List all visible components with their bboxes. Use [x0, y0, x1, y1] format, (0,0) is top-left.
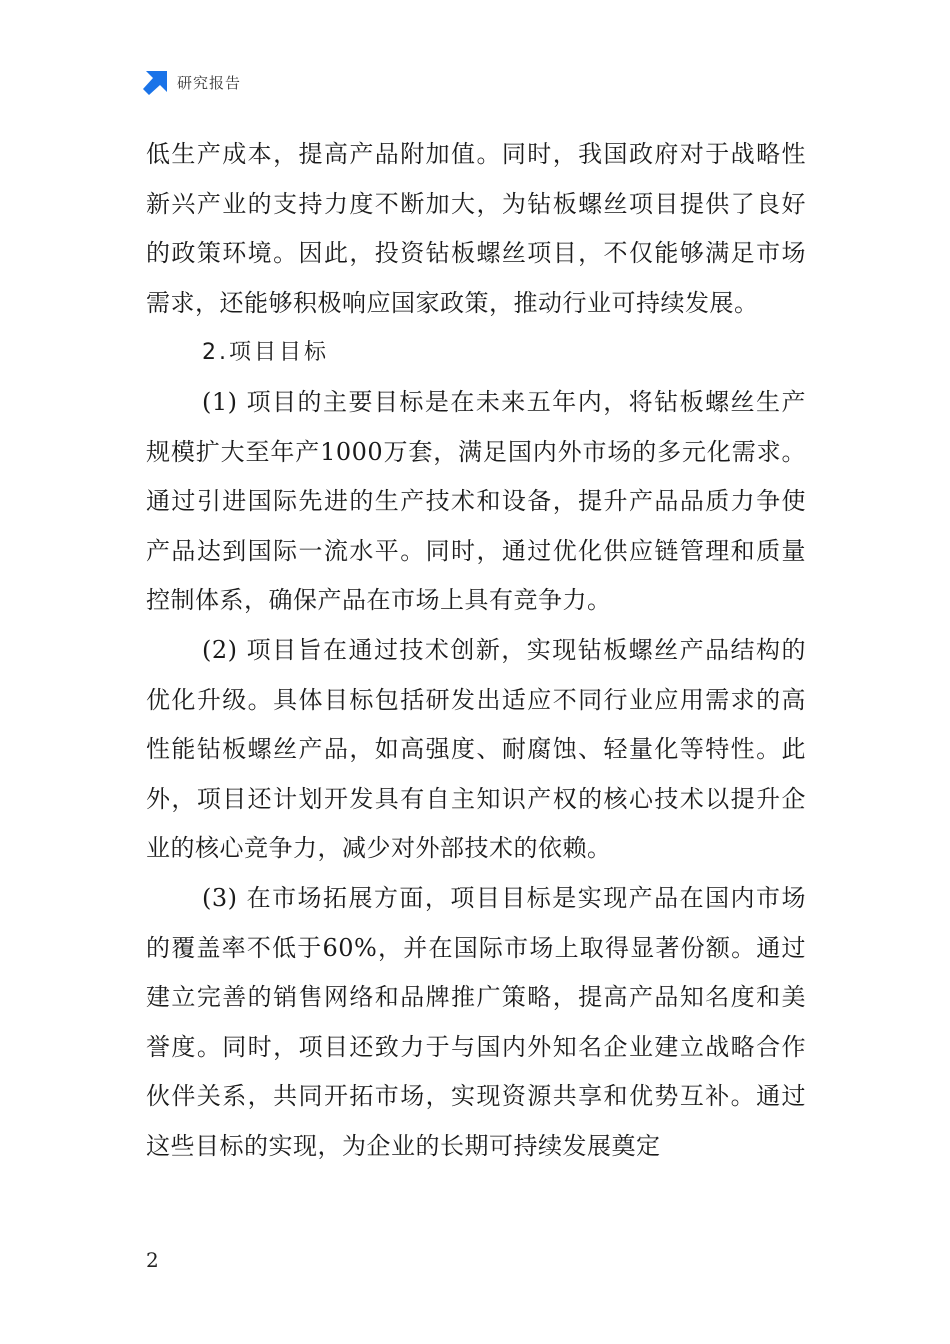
page-number: 2 — [146, 1248, 159, 1272]
header-title: 研究报告 — [177, 73, 242, 92]
paragraph-goal-2: (2) 项目旨在通过技术创新，实现钻板螺丝产品结构的优化升级。具体目标包括研发出适应不同行业应用需求的高性能钻板螺丝产品，如高强度、耐腐蚀、轻量化等特性。此外，项目还计划开发具有自主知识产权的核心技术以提升企业的核心竞争力，减少对外部技术的依赖。 — [146, 635, 806, 863]
arrow-up-right-icon — [143, 69, 169, 95]
paragraph-goal-1: (1) 项目的主要目标是在未来五年内，将钻板螺丝生产规模扩大至年产1000万套，满足国内外市场的多元化需求。通过引进国际先进的生产技术和设备，提升产品品质力争使产品达到国际一流水平。同时，通过优化供应链管理和质量控制体系，确保产品在市场上具有竞争力。 — [146, 387, 806, 615]
report-header — [143, 68, 241, 96]
section-heading: 2.项目目标 — [202, 340, 329, 366]
document-body — [146, 130, 806, 1171]
paragraph-continuation: 低生产成本，提高产品附加值。同时，我国政府对于战略性新兴产业的支持力度不断加大，为钻板螺丝项目提供了良好的政策环境。因此，投资钻板螺丝项目，不仅能够满足市场需求，还能够积极响应国家政策，推动行业可持续发展。 — [146, 140, 806, 317]
paragraph-goal-3: (3) 在市场拓展方面，项目目标是实现产品在国内市场的覆盖率不低于60%，并在国际市场上取得显著份额。通过建立完善的销售网络和品牌推广策略，提高产品知名度和美誉度。同时，项目还致力于与国内外知名企业建立战略合作伙伴关系，共同开拓市场，实现资源共享和优势互补。通过这些目标的实现，为企业的长期可持续发展奠定 — [146, 883, 806, 1160]
